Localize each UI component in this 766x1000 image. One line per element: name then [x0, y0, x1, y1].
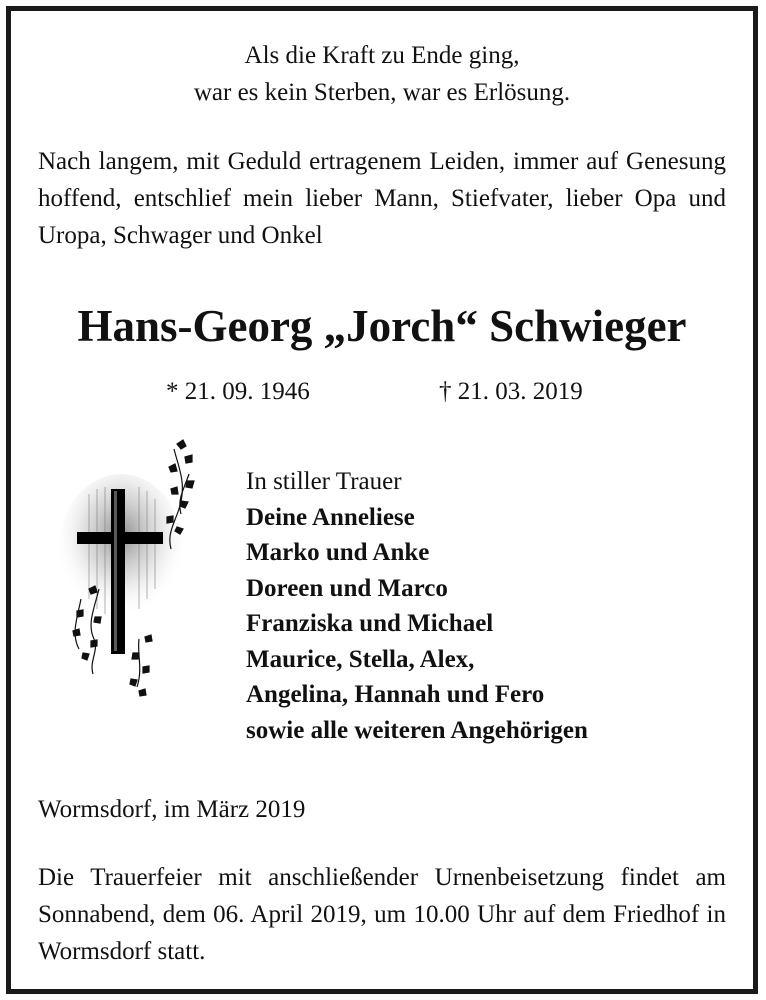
- birth-date: * 21. 09. 1946: [166, 378, 310, 405]
- poem-line-2: war es kein Sterben, war es Erlösung.: [193, 79, 571, 106]
- mourner-name: sowie alle weiteren Angehörigen: [246, 716, 588, 744]
- intro-text: Nach langem, mit Geduld ertragenem Leiden, immer auf Genesung hoffend, entschlief mein lieber Mann, Stiefvater, lieber Opa und Uropa, Schwager und Onkel: [38, 148, 726, 249]
- mourner-name: Franziska und Michael: [246, 610, 494, 637]
- poem: [11, 37, 753, 111]
- funeral-service-text: Die Trauerfeier mit anschließender Urnenbeisetzung findet am Sonnabend, dem 06. April 2019, um 10.00 Uhr auf dem Friedhof in Wormsdorf statt.: [38, 864, 726, 965]
- place-date: Wormsdorf, im März 2019: [38, 796, 306, 823]
- deceased-name: Hans-Georg „Jorch“ Schwieger: [77, 301, 687, 351]
- mourner-name: Deine Anneliese: [246, 503, 415, 531]
- cross-with-ivy-icon: [59, 439, 209, 701]
- mourner-name: Angelina, Hannah und Fero: [246, 681, 545, 708]
- mourners-lead: In stiller Trauer: [246, 468, 402, 495]
- mourners-list: [246, 464, 588, 748]
- mourner-name: Marko und Anke: [246, 539, 430, 566]
- mourner-name: Maurice, Stella, Alex,: [246, 645, 475, 673]
- mourner-name: Doreen und Marco: [246, 574, 448, 602]
- obituary-frame: [6, 6, 758, 994]
- death-date: † 21. 03. 2019: [439, 378, 583, 405]
- poem-line-1: Als die Kraft zu Ende ging,: [244, 42, 520, 69]
